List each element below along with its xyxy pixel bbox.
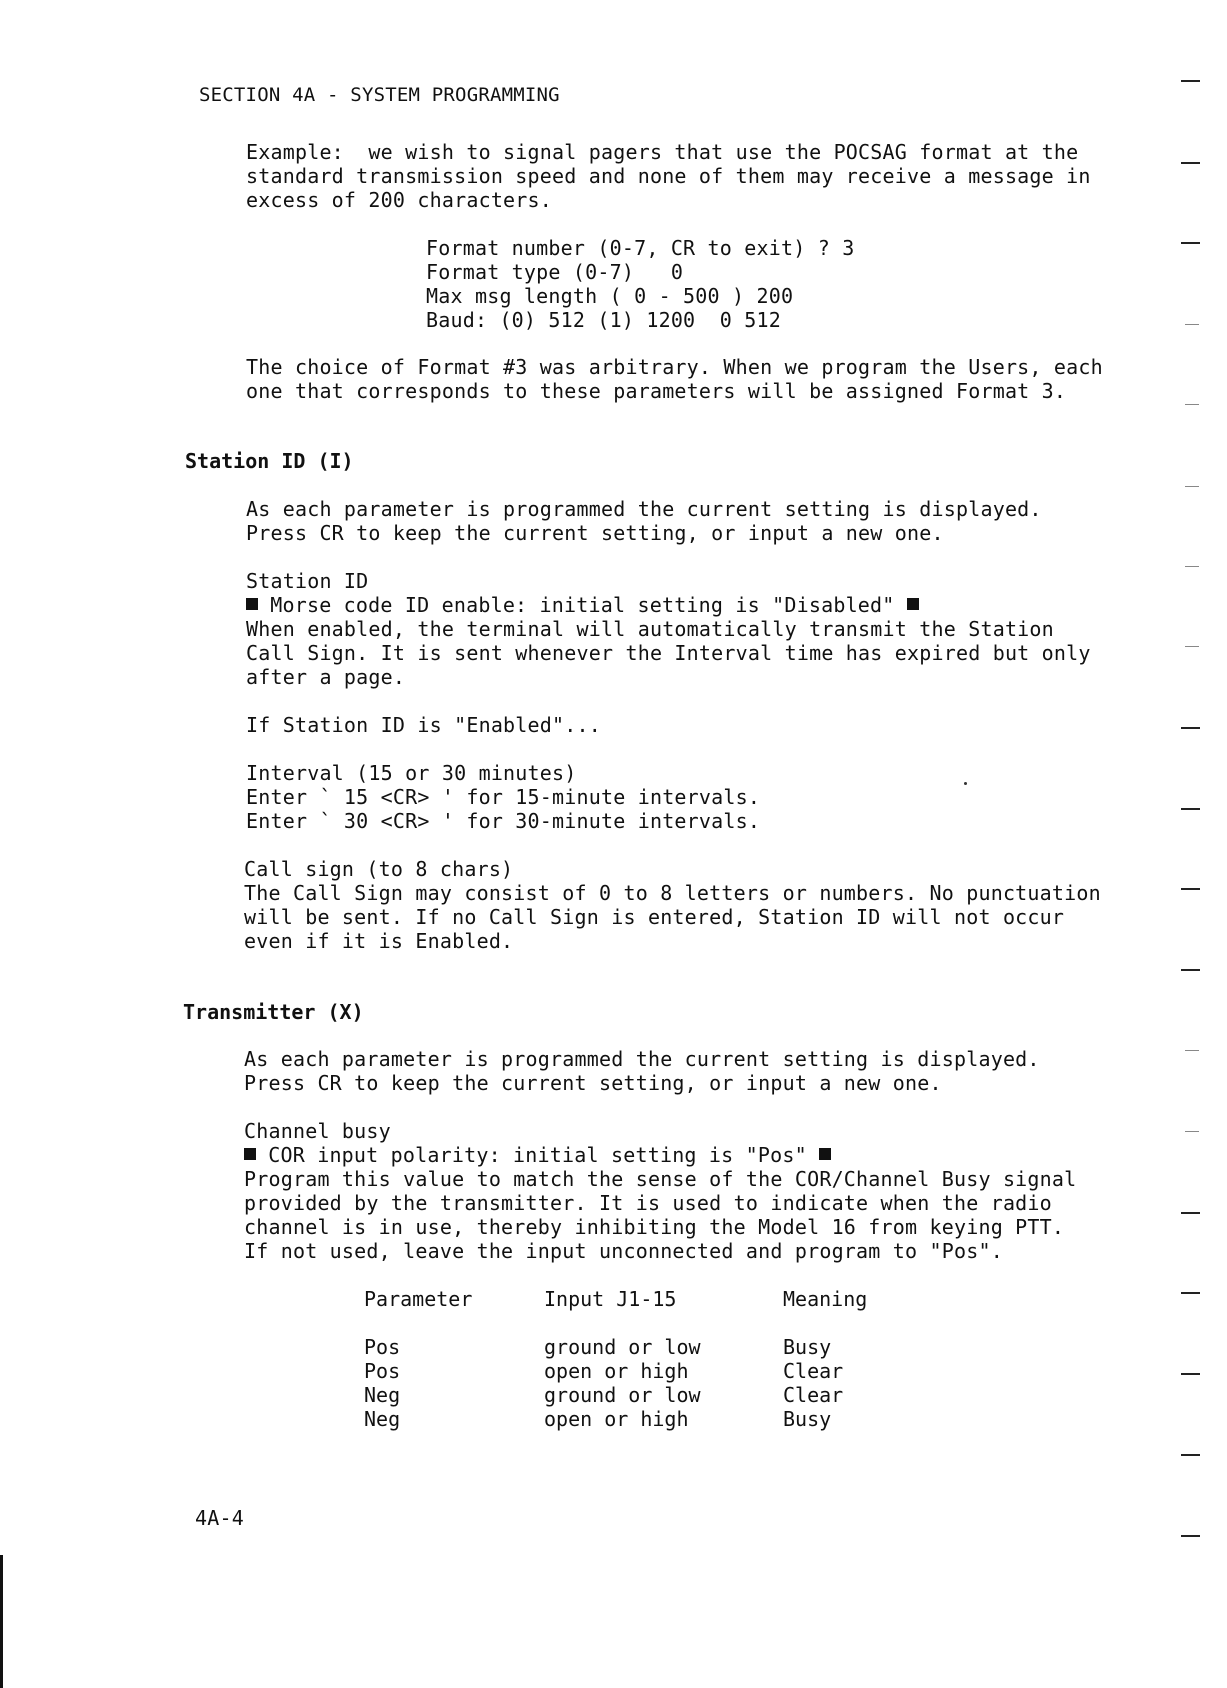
morse-desc-line-3: after a page. [246, 665, 406, 689]
if-enabled-line: If Station ID is "Enabled"... [246, 713, 601, 737]
table-cell-meaning: Clear [783, 1383, 844, 1407]
station-intro-line-1: As each parameter is programmed the current setting is displayed. [246, 497, 1042, 521]
cor-item [244, 1143, 831, 1167]
table-cell-meaning: Busy [783, 1335, 832, 1359]
station-intro-line-2: Press CR to keep the current setting, or input a new one. [246, 521, 944, 545]
morse-desc-line-1: When enabled, the terminal will automatically transmit the Station [246, 617, 1054, 641]
callsign-line-1: Call sign (to 8 chars) [244, 857, 514, 881]
margin-tick [1185, 566, 1199, 567]
prompt-format-number: Format number (0-7, CR to exit) ? 3 [426, 236, 855, 260]
table-header-parameter: Parameter [364, 1287, 473, 1311]
margin-tick [1181, 162, 1200, 164]
interval-line-2: Enter ` 15 <CR> ' for 15-minute intervals. [246, 785, 761, 809]
table-header-input: Input J1-15 [544, 1287, 677, 1311]
prompt-format-type: Format type (0-7) 0 [426, 260, 684, 284]
example-line-1: Example: we wish to signal pagers that use the POCSAG format at the [246, 140, 1079, 164]
morse-desc-line-2: Call Sign. It is sent whenever the Interval time has expired but only [246, 641, 1091, 665]
table-cell-parameter: Neg [364, 1383, 401, 1407]
page-number: 4A-4 [195, 1506, 244, 1530]
station-subheading: Station ID [246, 569, 369, 593]
bullet-square-icon [246, 598, 258, 610]
margin-tick [1185, 1131, 1199, 1132]
cor-item-text: COR input polarity: initial setting is "Pos" [256, 1143, 820, 1167]
margin-tick [1185, 646, 1199, 647]
bullet-square-icon [907, 598, 919, 610]
margin-tick [1181, 80, 1200, 82]
margin-tick [1181, 242, 1200, 244]
cor-desc-line-1: Program this value to match the sense of the COR/Channel Busy signal [244, 1167, 1077, 1191]
prompt-baud: Baud: (0) 512 (1) 1200 0 512 [426, 308, 781, 332]
interval-line-3: Enter ` 30 <CR> ' for 30-minute intervals. [246, 809, 761, 833]
margin-tick [1181, 1212, 1200, 1214]
table-cell-parameter: Pos [364, 1359, 401, 1383]
section-title: SECTION 4A - SYSTEM PROGRAMMING [199, 84, 560, 106]
note-line-1: The choice of Format #3 was arbitrary. When we program the Users, each [246, 355, 1103, 379]
table-cell-parameter: Pos [364, 1335, 401, 1359]
example-line-3: excess of 200 characters. [246, 188, 553, 212]
cor-desc-line-4: If not used, leave the input unconnected and program to "Pos". [244, 1239, 1003, 1263]
transmitter-intro-line-2: Press CR to keep the current setting, or input a new one. [244, 1071, 942, 1095]
margin-tick [1181, 969, 1200, 971]
margin-tick [1181, 1292, 1200, 1294]
station-id-heading: Station ID (I) [185, 449, 354, 473]
margin-tick [1185, 1050, 1199, 1051]
cor-desc-line-2: provided by the transmitter. It is used to indicate when the radio [244, 1191, 1052, 1215]
table-cell-input: open or high [544, 1359, 689, 1383]
table-cell-input: ground or low [544, 1335, 701, 1359]
table-cell-meaning: Busy [783, 1407, 832, 1431]
binding-edge [0, 1555, 3, 1688]
interval-line-1: Interval (15 or 30 minutes) [246, 761, 577, 785]
transmitter-heading: Transmitter (X) [183, 1000, 364, 1024]
margin-tick [1181, 727, 1200, 729]
note-line-2: one that corresponds to these parameters will be assigned Format 3. [246, 379, 1067, 403]
bullet-square-icon [244, 1148, 256, 1160]
prompt-max-msg-length: Max msg length ( 0 - 500 ) 200 [426, 284, 794, 308]
margin-tick [1181, 888, 1200, 890]
margin-tick [1181, 808, 1200, 810]
table-cell-parameter: Neg [364, 1407, 401, 1431]
margin-tick [1185, 486, 1199, 487]
margin-tick [1181, 1454, 1200, 1456]
transmitter-subheading: Channel busy [244, 1119, 391, 1143]
morse-item [246, 593, 919, 617]
scan-speck [964, 782, 967, 785]
margin-tick [1185, 404, 1199, 405]
margin-tick [1185, 324, 1199, 325]
callsign-line-3: will be sent. If no Call Sign is entered, Station ID will not occur [244, 905, 1065, 929]
margin-tick [1181, 1535, 1200, 1537]
transmitter-intro-line-1: As each parameter is programmed the current setting is displayed. [244, 1047, 1040, 1071]
example-line-2: standard transmission speed and none of them may receive a message in [246, 164, 1091, 188]
margin-tick [1181, 1373, 1200, 1375]
morse-item-text: Morse code ID enable: initial setting is "Disabled" [258, 593, 907, 617]
callsign-line-2: The Call Sign may consist of 0 to 8 letters or numbers. No punctuation [244, 881, 1101, 905]
callsign-line-4: even if it is Enabled. [244, 929, 514, 953]
bullet-square-icon [819, 1148, 831, 1160]
table-cell-input: ground or low [544, 1383, 701, 1407]
table-header-meaning: Meaning [783, 1287, 868, 1311]
table-cell-input: open or high [544, 1407, 689, 1431]
table-cell-meaning: Clear [783, 1359, 844, 1383]
cor-desc-line-3: channel is in use, thereby inhibiting the Model 16 from keying PTT. [244, 1215, 1065, 1239]
